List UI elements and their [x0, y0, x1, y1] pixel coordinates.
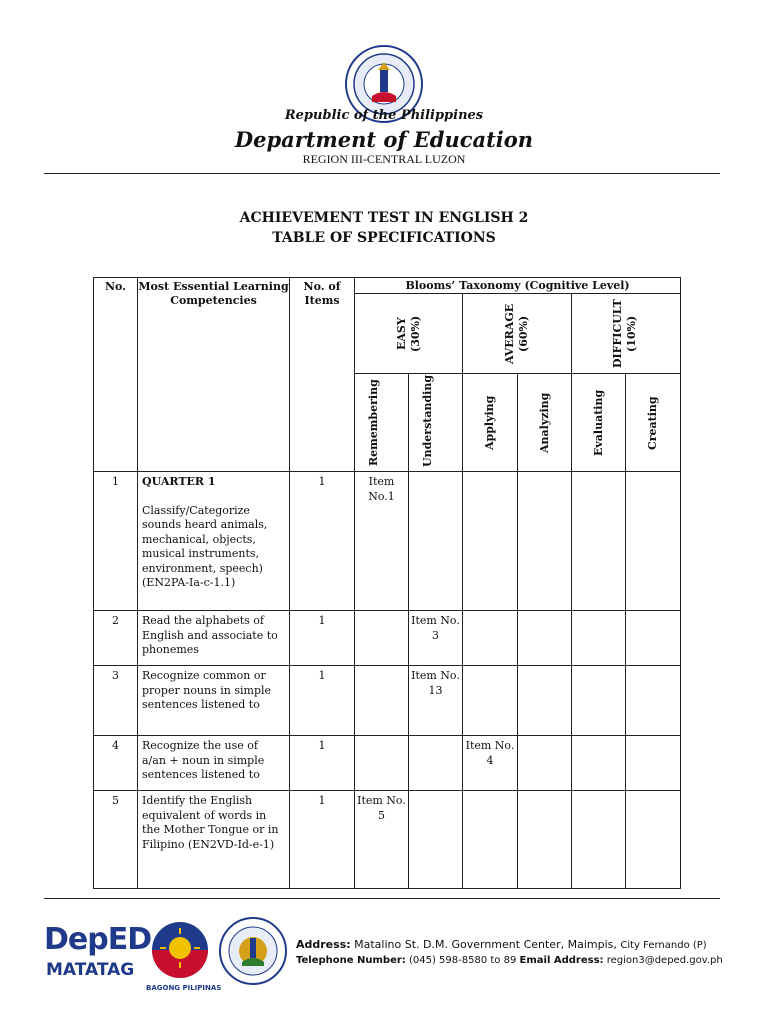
header-items: No. of Items — [290, 278, 355, 472]
remembering-cell — [355, 666, 409, 736]
cog-evaluating-label: Evaluating — [591, 389, 605, 456]
document-title: ACHIEVEMENT TEST IN ENGLISH 2 — [239, 210, 529, 226]
contact-line — [296, 955, 756, 966]
cog-remembering — [355, 374, 409, 472]
bagong-pilipinas-logo-icon — [146, 918, 214, 990]
creating-cell — [626, 666, 681, 736]
remembering-cell: Item No.1 — [355, 472, 409, 611]
cog-analyzing — [518, 374, 572, 472]
table-row — [94, 791, 681, 889]
analyzing-cell — [518, 666, 572, 736]
creating-cell — [626, 736, 681, 791]
items-count: 1 — [290, 611, 355, 666]
understanding-cell: Item No. 3 — [409, 611, 463, 666]
republic-heading: Republic of the Philippines — [284, 108, 484, 123]
bagong-pilipinas-text: BAGONG PILIPINAS — [146, 984, 222, 992]
analyzing-cell — [518, 736, 572, 791]
row-number: 4 — [94, 736, 138, 791]
cog-understanding-label: Understanding — [420, 374, 434, 467]
header-no: No. — [94, 278, 138, 472]
address-line — [296, 938, 756, 951]
table-row — [94, 472, 681, 611]
evaluating-cell — [572, 791, 626, 889]
understanding-cell: Item No. 13 — [409, 666, 463, 736]
items-count: 1 — [290, 666, 355, 736]
cog-creating-label: Creating — [646, 395, 660, 450]
level-average-label: AVERAGE (60%) — [503, 303, 530, 364]
creating-cell — [626, 611, 681, 666]
remembering-cell — [355, 736, 409, 791]
evaluating-cell — [572, 472, 626, 611]
cog-understanding — [409, 374, 463, 472]
level-easy — [355, 294, 463, 374]
understanding-cell — [409, 791, 463, 889]
cog-remembering-label: Remembering — [366, 379, 380, 466]
items-count: 1 — [290, 791, 355, 889]
applying-cell — [463, 666, 518, 736]
cog-analyzing-label: Analyzing — [537, 392, 551, 453]
creating-cell — [626, 472, 681, 611]
understanding-cell — [409, 472, 463, 611]
department-heading: Department of Education — [234, 127, 534, 152]
applying-cell — [463, 791, 518, 889]
email-address: region3@deped.gov.ph — [606, 955, 723, 966]
cog-evaluating — [572, 374, 626, 472]
items-count: 1 — [290, 472, 355, 611]
level-easy-label: EASY (30%) — [394, 315, 422, 352]
matatag-logo-text: MATATAG — [46, 960, 135, 980]
analyzing-cell — [518, 791, 572, 889]
understanding-cell — [409, 736, 463, 791]
address-text: Matalino St. D.M. Government Center, Maimpis, — [354, 938, 617, 951]
remembering-cell — [355, 611, 409, 666]
row-number: 5 — [94, 791, 138, 889]
footer-divider — [44, 898, 720, 899]
quarter-label: QUARTER 1 — [142, 475, 216, 488]
region-heading: REGION III-CENTRAL LUZON — [302, 152, 466, 166]
applying-cell: Item No. 4 — [463, 736, 518, 791]
evaluating-cell — [572, 611, 626, 666]
competency-text: Identify the English equivalent of words in the Mother Tongue or in Filipino (EN2VD-Id-e-1) — [138, 791, 290, 889]
cog-applying — [463, 374, 518, 472]
specifications-table — [93, 277, 681, 889]
level-average — [463, 294, 572, 374]
level-difficult — [572, 294, 681, 374]
address-label: Address: — [296, 938, 351, 951]
analyzing-cell — [518, 472, 572, 611]
table-row — [94, 611, 681, 666]
cog-applying-label: Applying — [483, 395, 496, 450]
telephone-label: Telephone Number: — [296, 955, 406, 966]
address-city: City Fernando (P) — [620, 940, 707, 951]
level-difficult-label: DIFFICULT (10%) — [611, 299, 639, 368]
document-subtitle: TABLE OF SPECIFICATIONS — [272, 230, 496, 246]
header-divider — [44, 173, 720, 174]
analyzing-cell — [518, 611, 572, 666]
row-number: 1 — [94, 472, 138, 611]
telephone-number: (045) 598-8580 to 89 — [408, 955, 517, 966]
header-competencies: Most Essential Learning Competencies — [138, 278, 290, 472]
cog-creating — [626, 374, 681, 472]
remembering-cell: Item No. 5 — [355, 791, 409, 889]
table-row — [94, 736, 681, 791]
evaluating-cell — [572, 666, 626, 736]
evaluating-cell — [572, 736, 626, 791]
header-blooms: Blooms’ Taxonomy (Cognitive Level) — [355, 278, 681, 294]
applying-cell — [463, 472, 518, 611]
items-count: 1 — [290, 736, 355, 791]
applying-cell — [463, 611, 518, 666]
creating-cell — [626, 791, 681, 889]
deped-logo-text: DepED — [44, 922, 152, 957]
row-number: 2 — [94, 611, 138, 666]
competency-text: Classify/Categorize sounds heard animals, mechanical, objects, musical instruments, environment, speech) (EN2PA-Ia-c-1.1) — [142, 503, 268, 589]
competency-cell — [138, 472, 290, 611]
row-number: 3 — [94, 666, 138, 736]
competency-text: Recognize common or proper nouns in simple sentences listened to — [138, 666, 290, 736]
deped-seal-footer-icon — [218, 916, 288, 986]
table-row — [94, 666, 681, 736]
competency-text: Read the alphabets of English and associate to phonemes — [138, 611, 290, 666]
competency-text: Recognize the use of a/an + noun in simple sentences listened to — [138, 736, 290, 791]
email-label: Email Address: — [519, 955, 604, 966]
